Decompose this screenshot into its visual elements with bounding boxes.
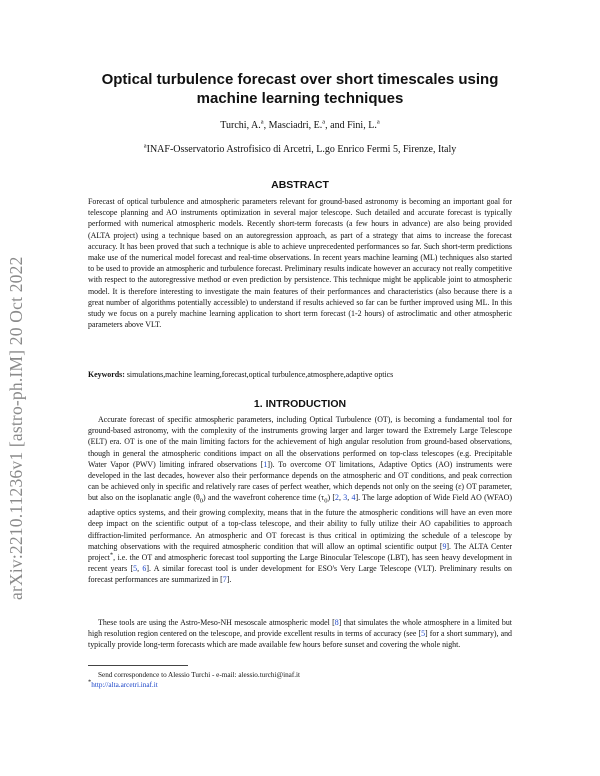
affiliation-mark: a xyxy=(376,118,380,126)
author-name: Fini, L. xyxy=(347,120,377,131)
text-run: ) [ xyxy=(327,493,336,503)
text-run: These tools are using the Astro-Meso-NH mesoscale atmospheric model [ xyxy=(98,618,335,627)
text-run: Accurate forecast of specific atmospheric parameters, including Optical Turbulence (OT), is becoming a fundamental tool for ground-based astronomy, with the complexity of the instruments growing larger and larger toward the Extremely Large Telescope (ELT) era. OT is one of the main limiting factors for the achievement of high angular resolution from ground-based observations, though in general the atmospheric conditions impact on all the observations performed on top-class telescopes (e.g. Precipitable Water Vapor (PWV) limiting infrared observations [ xyxy=(88,415,512,469)
footnote-mark: * xyxy=(109,551,114,559)
author-list: Turchi, A.$^a$, Masciadri, E.$^a$, and Fini, L.$^a$ xyxy=(220,118,380,131)
section-heading-introduction: 1. INTRODUCTION xyxy=(253,398,347,410)
text-run: ] for a short summary), and typically provide long-term forecasts which are made available few hours before sunset and covering the whole night. xyxy=(88,629,512,650)
author-name: Turchi, A. xyxy=(220,120,261,131)
citation-link[interactable]: 1 xyxy=(263,459,268,469)
text-run: ]. The ALTA Center project xyxy=(88,541,512,563)
keywords-label: Keywords: xyxy=(88,370,125,379)
text-run: , i.e. the OT and atmospheric forecast tool supporting the Large Binocular Telescope (LBT), has seen heavy development in recent years [ xyxy=(88,553,512,574)
citation-link[interactable]: 3 xyxy=(343,493,348,503)
citation-link[interactable]: 6 xyxy=(142,564,147,574)
footnote-divider xyxy=(88,665,188,666)
citation-link[interactable]: 8 xyxy=(334,618,339,627)
citation-link[interactable]: 9 xyxy=(442,541,447,551)
text-run: ] that simulates the whole atmosphere in a limited but high resolution region centered on the telescope, and provide excellent results in terms of accuracy (see [ xyxy=(88,618,512,639)
citation-link[interactable]: 5 xyxy=(133,564,138,574)
subscript: 0 xyxy=(324,498,328,505)
affiliation-mark: a xyxy=(143,142,147,150)
alta-url-link[interactable]: http://alta.arcetri.inaf.it xyxy=(91,681,158,689)
introduction-paragraph-2 xyxy=(88,617,512,651)
citation-link[interactable]: 4 xyxy=(351,493,356,503)
affiliation-text: INAF-Osservatorio Astrofisico di Arcetri, L.go Enrico Fermi 5, Firenze, Italy xyxy=(146,144,457,155)
text-run: , xyxy=(339,493,344,503)
footnote-mark: * xyxy=(88,678,92,686)
text-run: ]. A similar forecast tool is under development for ESO's Very Large Telescope (VLT). Preliminary results on forecast performances are summarized in [ xyxy=(88,564,512,585)
text-run: ]). To overcome OT limitations, Adaptive Optics (AO) instruments were developed in the last decades, however also their performance depends on the atmospheric and OT conditions, and peak correction can be achieved only in specific and relatively rare cases of perfect weather, which depends not only on the seeing (ε) OT parameter, but also on the isoplanatic angle (θ xyxy=(88,459,512,503)
subscript: 0 xyxy=(199,498,204,505)
citation-link[interactable]: 5 xyxy=(421,629,426,639)
citation-link[interactable]: 7 xyxy=(222,575,227,585)
abstract-text: Forecast of optical turbulence and atmospheric parameters relevant for ground-based astronomy is becoming an important goal for telescope planning and AO instruments optimization in several major telescope. Such detailed and accurate forecast is typically performed with numerical atmospheric models. Recently short-term forecasts (a few hours in advance) are also being provided (ALTA project) using a technique based on an autoregression approach, as part of a strategy that aims to increase the forecast accuracy. It has been proved that such a technique is able to achieve unprecedented performances so far. Such short-term predictions make use of the numerical model forecast and real-time observations. In recent years machine learning (ML) techniques also started to be used to provide an atmospheric and turbulence forecast. Preliminary results indicate however an accuracy not really competitive with respect to the autoregressive method or even prediction by persistence. This technique might be applicable joint to atmospheric model. It is therefore interesting to investigate the main features of their performances and characteristics (also because there is a great number of algorithms potentially accessible) to understand if results achieved so far can be further improved using ML. In this study we focus on a purely machine learning application to short term forecast (1-2 hours) of astroclimatic and other atmospheric parameters above VLT. xyxy=(88,197,512,330)
affiliation xyxy=(80,144,520,155)
text-run: ) and the wavefront coherence time (τ xyxy=(203,493,325,503)
paper-title: Optical turbulence forecast over short timescales using machine learning techniques xyxy=(101,71,499,107)
citation-link[interactable]: 2 xyxy=(335,493,339,503)
author-name: Masciadri, E. xyxy=(268,120,323,131)
affiliation-mark: a xyxy=(322,118,326,126)
affiliation-mark: a xyxy=(260,118,264,126)
text-run: , xyxy=(347,493,352,503)
footnote-url xyxy=(88,680,158,690)
keywords xyxy=(88,369,512,380)
footnote-correspondence: Send correspondence to Alessio Turchi - e-mail: alessio.turchi@inaf.it xyxy=(98,671,301,679)
text-run: ]. xyxy=(226,575,232,585)
keywords-text: simulations,machine learning,forecast,optical turbulence,atmosphere,adaptive optics xyxy=(126,370,394,379)
text-run: , xyxy=(137,564,143,574)
text-run: ]. The large adoption of Wide Field AO (WFAO) adaptive optics systems, and their growing complexity, means that in the future the atmospheric conditions will have an even more deep impact on the scientific output of a top-class telescope, and their ability to fully utilize their AO capabilities to approach diffraction-limited performance. An atmospheric and OT forecast is thus critical in optimizing the schedule of a telescope by matching observations with the required atmospheric condition that will allow an optimal scientific output [ xyxy=(88,493,512,551)
arxiv-stamp: arXiv:2210.11236v1 [astro-ph.IM] 20 Oct 2022 xyxy=(6,256,26,600)
abstract-heading: ABSTRACT xyxy=(271,179,329,191)
introduction-paragraph-1 xyxy=(88,414,512,586)
